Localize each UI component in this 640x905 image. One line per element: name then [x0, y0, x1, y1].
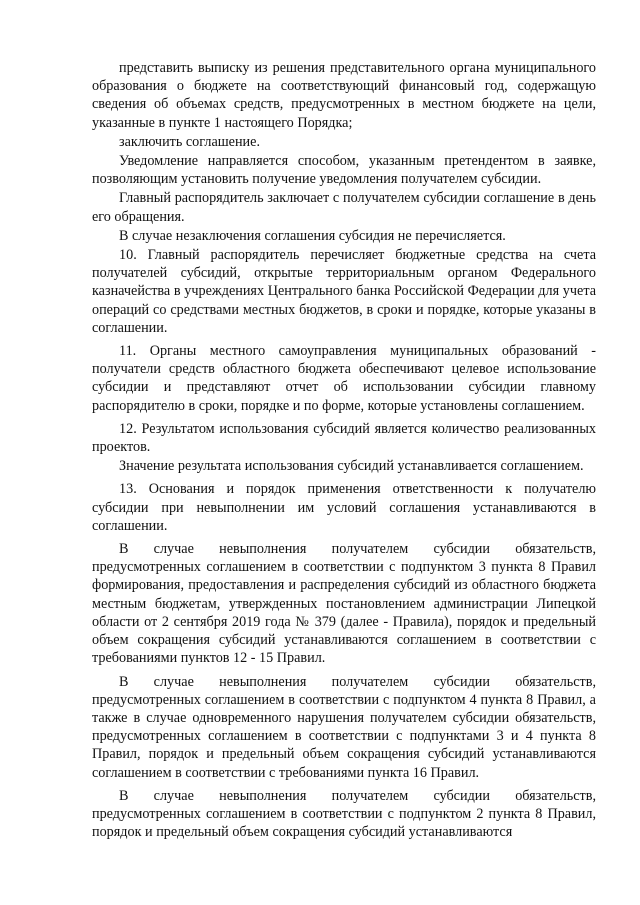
paragraph-case-subitem-2: В случае невыполнения получателем субсидии обязательств, предусмотренных соглашением в соответствии с подпунктом 2 пункта 8 Правил, порядок и предельный объем сокращения субсидий устанавливаются [92, 787, 596, 841]
paragraph-statement-extract: представить выписку из решения представительного органа муниципального образования о бюджете на соответствующий финансовый год, содержащую сведения об объемах средств, предусмотренных в местном бюджете на цели, указанные в пункте 1 настоящего Порядка; [92, 60, 596, 131]
document-page [92, 59, 596, 842]
paragraph-no-agreement: В случае незаключения соглашения субсидия не перечисляется. [119, 227, 506, 244]
paragraph-case-subitem-3: В случае невыполнения получателем субсидии обязательств, предусмотренных соглашением в соответствии с подпунктом 3 пункта 8 Правил формирования, предоставления и распределения субсидий из областного бюджета местным бюджетам, утвержденных постановлением администрации Липецкой области от 2 сентября 2019 года № 379 (далее - Правила), порядок и предельный объем сокращения субсидий устанавливаются соглашением в соответствии с требованиями пунктов 12 - 15 Правил. [92, 541, 596, 667]
paragraph-case-subitem-4: В случае невыполнения получателем субсидии обязательств, предусмотренных соглашением в соответствии с подпунктом 4 пункта 8 Правил, а также в случае одновременного нарушения получателем субсидии обязательств, предусмотренных соглашением в соответствии с подпунктами 3 и 4 пункта 8 Правил, порядок и предельный объем сокращения субсидий устанавливаются соглашением в соответствии с требованиями пункта 16 Правил. [92, 673, 596, 781]
paragraph-item-11: 11. Органы местного самоуправления муниципальных образований - получатели средств областного бюджета обеспечивают целевое использование субсидии и представляют отчет об использовании субсидии главному распорядителю в сроки, порядке и по форме, которые установлены соглашением. [92, 343, 596, 414]
paragraph-conclude-agreement: заключить соглашение. [119, 133, 260, 150]
paragraph-notification: Уведомление направляется способом, указанным претендентом в заявке, позволяющим установить получение уведомления получателем субсидии. [92, 153, 596, 188]
paragraph-item-13: 13. Основания и порядок применения ответственности к получателю субсидии при невыполнении им условий соглашения устанавливаются в соглашении. [92, 481, 596, 534]
paragraph-main-manager-agreement: Главный распорядитель заключает с получателем субсидии соглашение в день его обращения. [92, 190, 596, 225]
paragraph-item-10: 10. Главный распорядитель перечисляет бюджетные средства на счета получателей субсидий, открытые территориальным органом Федерального казначейства в учреждениях Центрального банка Российской Федерации для учета операций со средствами местных бюджетов, в сроки и порядке, которые указаны в соглашении. [92, 247, 596, 336]
paragraph-item-12: 12. Результатом использования субсидий является количество реализованных проектов. [92, 420, 596, 456]
paragraph-result-value: Значение результата использования субсидий устанавливается соглашением. [119, 458, 584, 475]
